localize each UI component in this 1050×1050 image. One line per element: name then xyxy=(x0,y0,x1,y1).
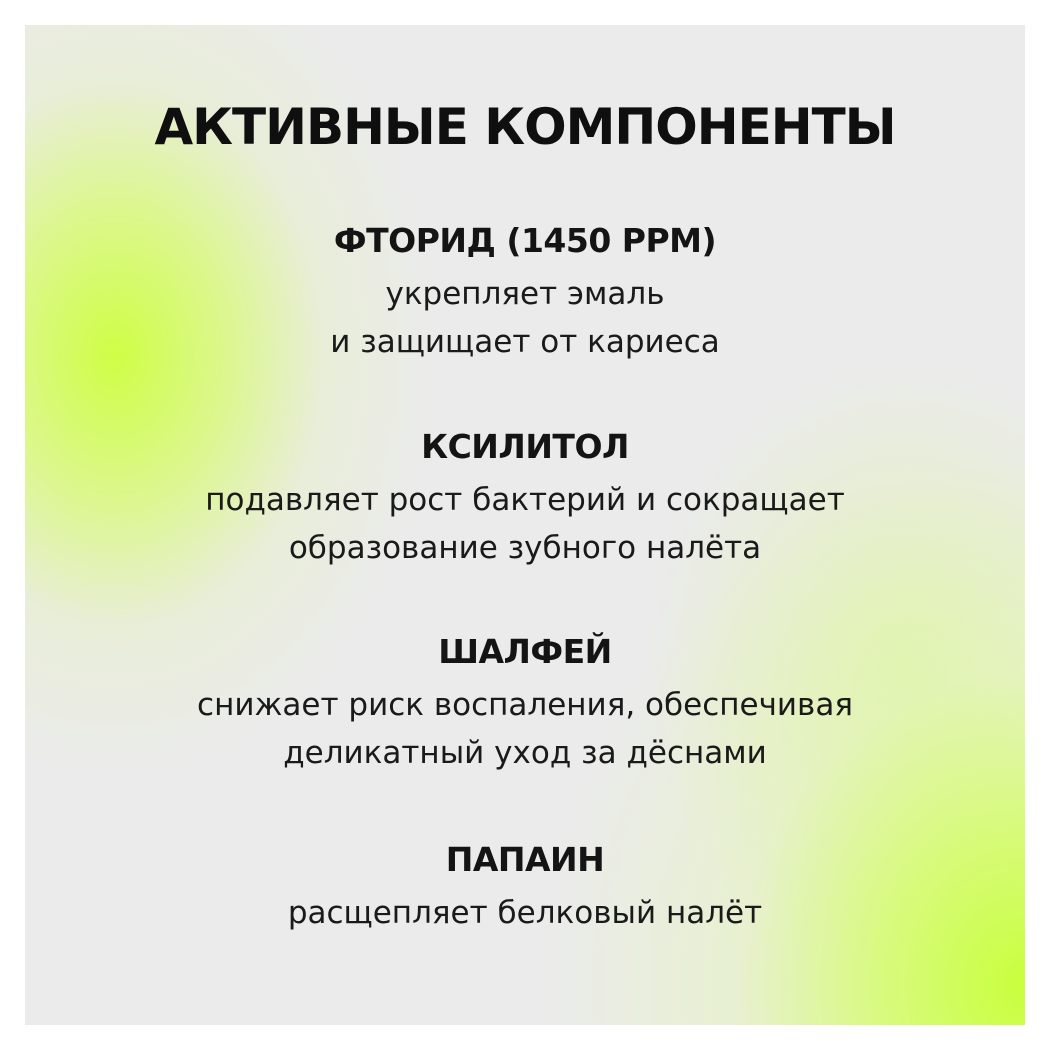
ingredient-description-line: укрепляет эмаль xyxy=(385,276,665,312)
ingredient-heading: КСИЛИТОЛ xyxy=(421,427,629,466)
ingredient-description-line: расщепляет белковый налёт xyxy=(287,895,763,931)
infographic-card xyxy=(25,25,1025,1025)
ingredient-papain xyxy=(25,840,1025,937)
ingredient-description-line: снижает риск воспаления, обеспечивая xyxy=(197,687,853,723)
ingredient-description-line: и защищает от кариеса xyxy=(330,324,720,360)
page-title: АКТИВНЫЕ КОМПОНЕНТЫ xyxy=(154,98,896,156)
ingredient-fluoride xyxy=(25,221,1025,366)
ingredient-description-line: подавляет рост бактерий и сокращает xyxy=(205,482,845,518)
ingredient-heading: ШАЛФЕЙ xyxy=(438,632,612,671)
ingredient-sage xyxy=(25,632,1025,777)
ingredient-description-line: деликатный уход за дёснами xyxy=(283,735,767,771)
ingredient-heading: ФТОРИД (1450 PPM) xyxy=(333,221,717,260)
ingredient-heading: ПАПАИН xyxy=(445,840,605,879)
ingredient-xylitol xyxy=(25,427,1025,572)
ingredient-description-line: образование зубного налёта xyxy=(288,530,762,566)
